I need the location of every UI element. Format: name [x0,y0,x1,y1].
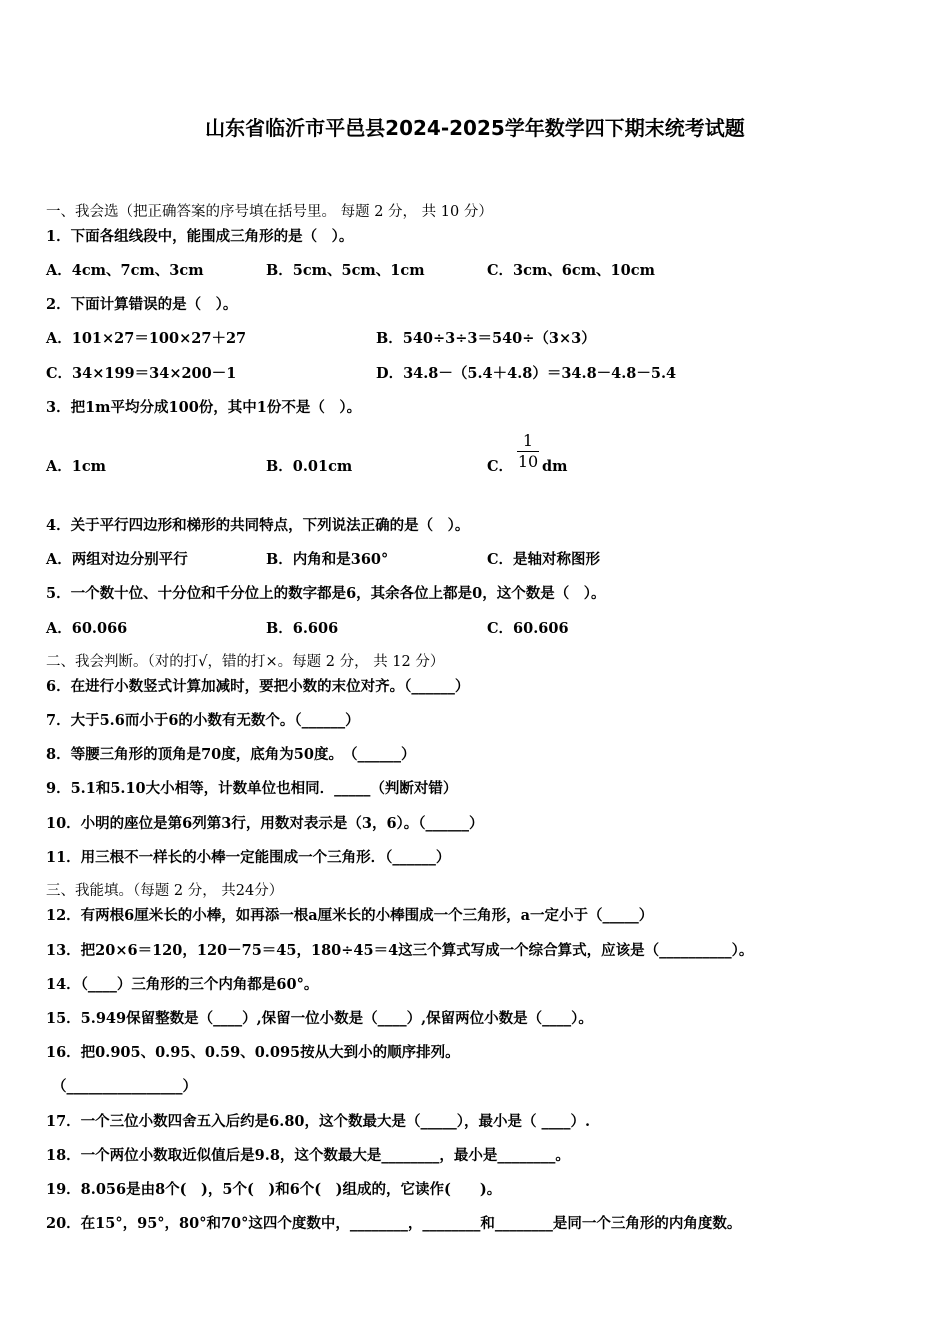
q4-option-c: C．是轴对称图形 [487,551,601,568]
question-16: 16．把0.905、0.95、0.59、0.095按从大到小的顺序排列。 [46,1044,460,1061]
q3-option-a: A．1cm [46,458,107,475]
q4-option-a: A．两组对边分别平行 [46,551,188,568]
question-18: 18．一个两位小数取近似值后是9.8，这个数最大是________，最小是________。 [46,1147,570,1164]
question-14: 14．（____）三角形的三个内角都是60°。 [46,976,319,993]
question-10: 10．小明的座位是第6列第3行，用数对表示是（3，6）。（______） [46,815,484,832]
question-3: 3．把1m平均分成100份，其中1份不是（ ）。 [46,399,362,416]
question-11: 11．用三根不一样长的小棒一定能围成一个三角形．（______） [46,849,451,866]
q3-option-c-prefix: C． [487,458,514,475]
question-19: 19．8.056是由8个( )，5个( )和6个( )组成的，它读作( )。 [46,1181,502,1198]
q2-option-c: C．34×199＝34×200－1 [46,365,237,382]
question-5: 5．一个数十位、十分位和千分位上的数字都是6，其余各位上都是0，这个数是（ ）。 [46,585,606,602]
q5-option-a: A．60.066 [46,620,128,637]
question-12: 12．有两根6厘米长的小棒，如再添一根a厘米长的小棒围成一个三角形，a一定小于（_____） [46,907,654,924]
question-7: 7．大于5.6而小于6的小数有无数个。（______） [46,712,360,729]
question-20: 20．在15°，95°，80°和70°这四个度数中，________，________和________是同一个三角形的内角度数。 [46,1215,742,1232]
section-heading-1: 一、我会选（把正确答案的序号填在括号里。 每题 2 分， 共 10 分） [46,204,493,220]
q1-option-c: C．3cm、6cm、10cm [487,262,655,279]
question-1: 1．下面各组线段中，能围成三角形的是（ ）。 [46,228,354,245]
fraction-numerator: 1 [522,431,534,450]
question-8: 8．等腰三角形的顶角是70度，底角为50度。 （______） [46,746,416,763]
question-2: 2．下面计算错误的是（ ）。 [46,296,238,313]
page-title: 山东省临沂市平邑县2024-2025学年数学四下期末统考试题 [205,116,745,140]
q3-option-c-unit: dm [542,458,568,475]
question-9: 9．5.1和5.10大小相等，计数单位也相同．_____（判断对错） [46,780,458,797]
question-17: 17．一个三位小数四舍五入后约是6.80，这个数最大是（_____），最小是（ ____）. [46,1113,591,1130]
q3-option-b: B．0.01cm [266,458,353,475]
question-15: 15．5.949保留整数是（____）,保留一位小数是（____）,保留两位小数是（____）。 [46,1010,593,1027]
section-heading-3: 三、我能填。（每题 2 分， 共24分） [46,883,284,899]
q2-option-d: D．34.8－（5.4＋4.8）＝34.8－4.8－5.4 [376,365,677,382]
q1-option-b: B．5cm、5cm、1cm [266,262,425,279]
q5-option-b: B．6.606 [266,620,339,637]
question-6: 6．在进行小数竖式计算加减时，要把小数的末位对齐。（______） [46,678,470,695]
question-16-blank: （________________） [52,1078,197,1095]
question-13: 13．把20×6＝120，120－75＝45，180÷45＝4这三个算式写成一个综合算式，应该是（__________）。 [46,942,754,959]
q3-option-c-fraction [517,432,539,471]
q4-option-b: B．内角和是360° [266,551,389,568]
q5-option-c: C．60.606 [487,620,569,637]
section-heading-2: 二、我会判断。（对的打√，错的打×。每题 2 分， 共 12 分） [46,654,445,670]
question-4: 4．关于平行四边形和梯形的共同特点，下列说法正确的是（ ）。 [46,517,470,534]
q1-option-a: A．4cm、7cm、3cm [46,262,204,279]
fraction-denominator: 10 [517,452,539,471]
q2-option-b: B．540÷3÷3＝540÷（3×3） [376,330,596,347]
q2-option-a: A．101×27＝100×27＋27 [46,330,247,347]
